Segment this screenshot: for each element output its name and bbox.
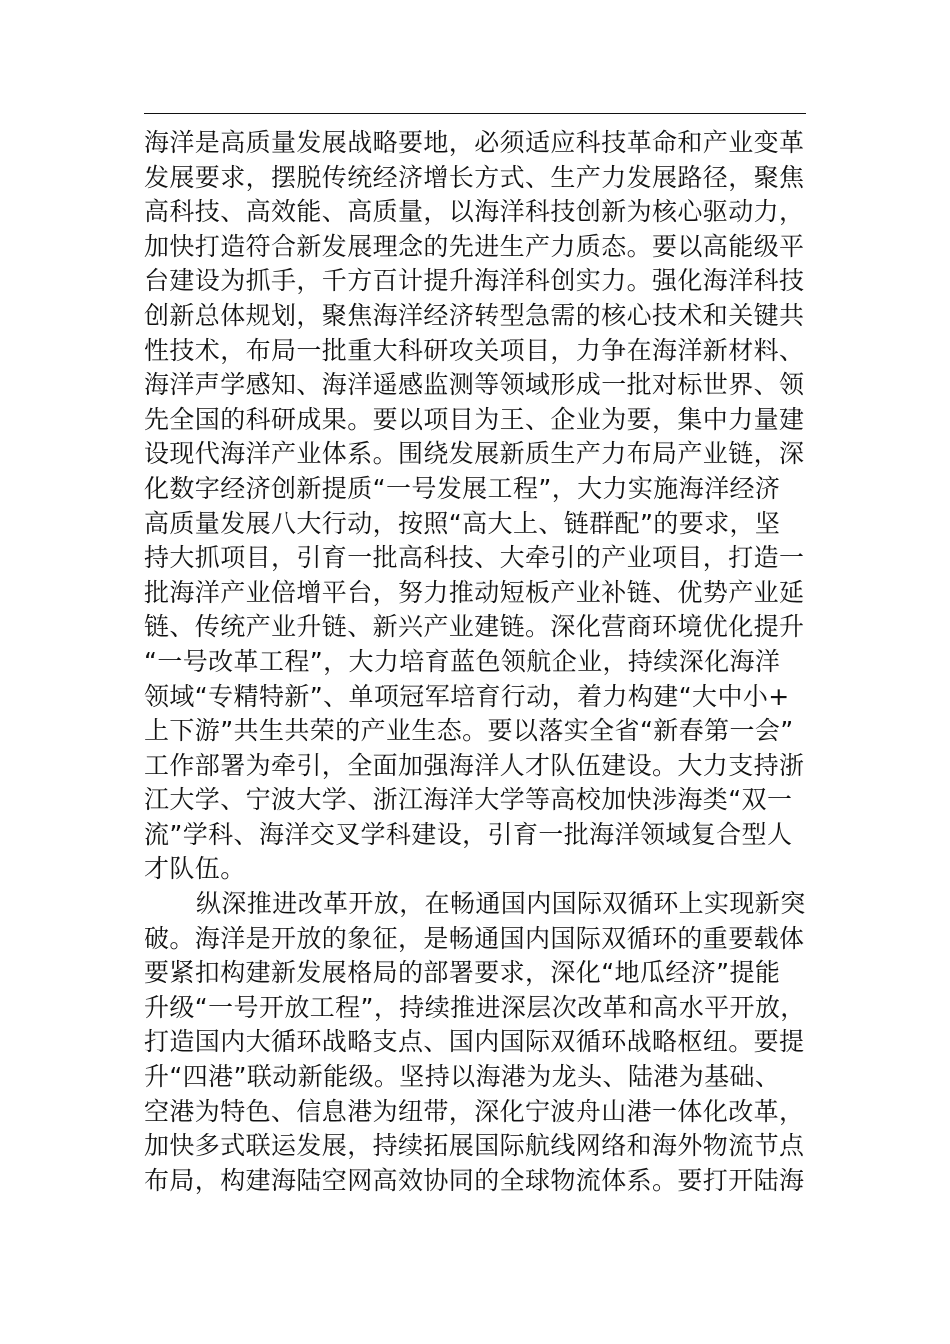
text-line: 打造国内大循环战略支点、国内国际双循环战略枢纽。要提: [144, 1027, 805, 1057]
body-text: [144, 126, 812, 1198]
text-line: 发展要求，摆脱传统经济增长方式、生产力发展路径，聚焦: [144, 162, 805, 192]
text-line: 高质量发展八大行动，按照“高大上、链群配”的要求，坚: [144, 508, 781, 538]
text-line: 设现代海洋产业体系。围绕发展新质生产力布局产业链，深: [144, 439, 805, 469]
text-line: 破。海洋是开放的象征，是畅通国内国际双循环的重要载体: [144, 923, 805, 953]
text-line: 先全国的科研成果。要以项目为王、企业为要，集中力量建: [144, 404, 805, 434]
text-line: 化数字经济创新提质“一号发展工程”，大力实施海洋经济: [144, 473, 781, 503]
text-line: 持大抓项目，引育一批高科技、大牵引的产业项目，打造一: [144, 543, 805, 573]
text-line: “一号改革工程”，大力培育蓝色领航企业，持续深化海洋: [144, 646, 781, 676]
text-line: 流”学科、海洋交叉学科建设，引育一批海洋领域复合型人: [144, 819, 793, 849]
text-line: 台建设为抓手，千方百计提升海洋科创实力。强化海洋科技: [144, 266, 805, 296]
text-line: 领域“专精特新”、单项冠军培育行动，着力构建“大中小+: [144, 681, 790, 711]
paragraph-start-line: 纵深推进改革开放，在畅通国内国际双循环上实现新突: [196, 889, 806, 919]
text-line: 加快多式联运发展，持续拓展国际航线网络和海外物流节点: [144, 1131, 805, 1161]
text-line: 工作部署为牵引，全面加强海洋人才队伍建设。大力支持浙: [144, 750, 805, 780]
text-line: 才队伍。: [144, 854, 246, 884]
text-line: 上下游”共生共荣的产业生态。要以落实全省“新春第一会”: [144, 716, 794, 746]
text-line: 要紧扣构建新发展格局的部署要求，深化“地瓜经济”提能: [144, 958, 781, 988]
text-line: 升级“一号开放工程”，持续推进深层次改革和高水平开放，: [144, 992, 806, 1022]
text-line: 高科技、高效能、高质量，以海洋科技创新为核心驱动力，: [144, 197, 805, 227]
top-rule: [144, 113, 806, 114]
text-line: 江大学、宁波大学、浙江海洋大学等高校加快涉海类“双一: [144, 785, 793, 815]
text-line: 加快打造符合新发展理念的先进生产力质态。要以高能级平: [144, 231, 805, 261]
text-line: 空港为特色、信息港为纽带，深化宁波舟山港一体化改革，: [144, 1096, 805, 1126]
text-line: 海洋是高质量发展战略要地，必须适应科技革命和产业变革: [144, 128, 805, 157]
text-line: 布局，构建海陆空网高效协同的全球物流体系。要打开陆海: [144, 1165, 805, 1195]
text-line: 批海洋产业倍增平台，努力推动短板产业补链、优势产业延: [144, 577, 805, 607]
text-line: 性技术，布局一批重大科研攻关项目，力争在海洋新材料、: [144, 335, 805, 365]
text-line: 升“四港”联动新能级。坚持以海港为龙头、陆港为基础、: [144, 1062, 781, 1092]
text-line: 海洋声学感知、海洋遥感监测等领域形成一批对标世界、领: [144, 370, 805, 400]
text-line: 创新总体规划，聚焦海洋经济转型急需的核心技术和关键共: [144, 300, 805, 330]
text-line: 链、传统产业升链、新兴产业建链。深化营商环境优化提升: [144, 612, 805, 642]
